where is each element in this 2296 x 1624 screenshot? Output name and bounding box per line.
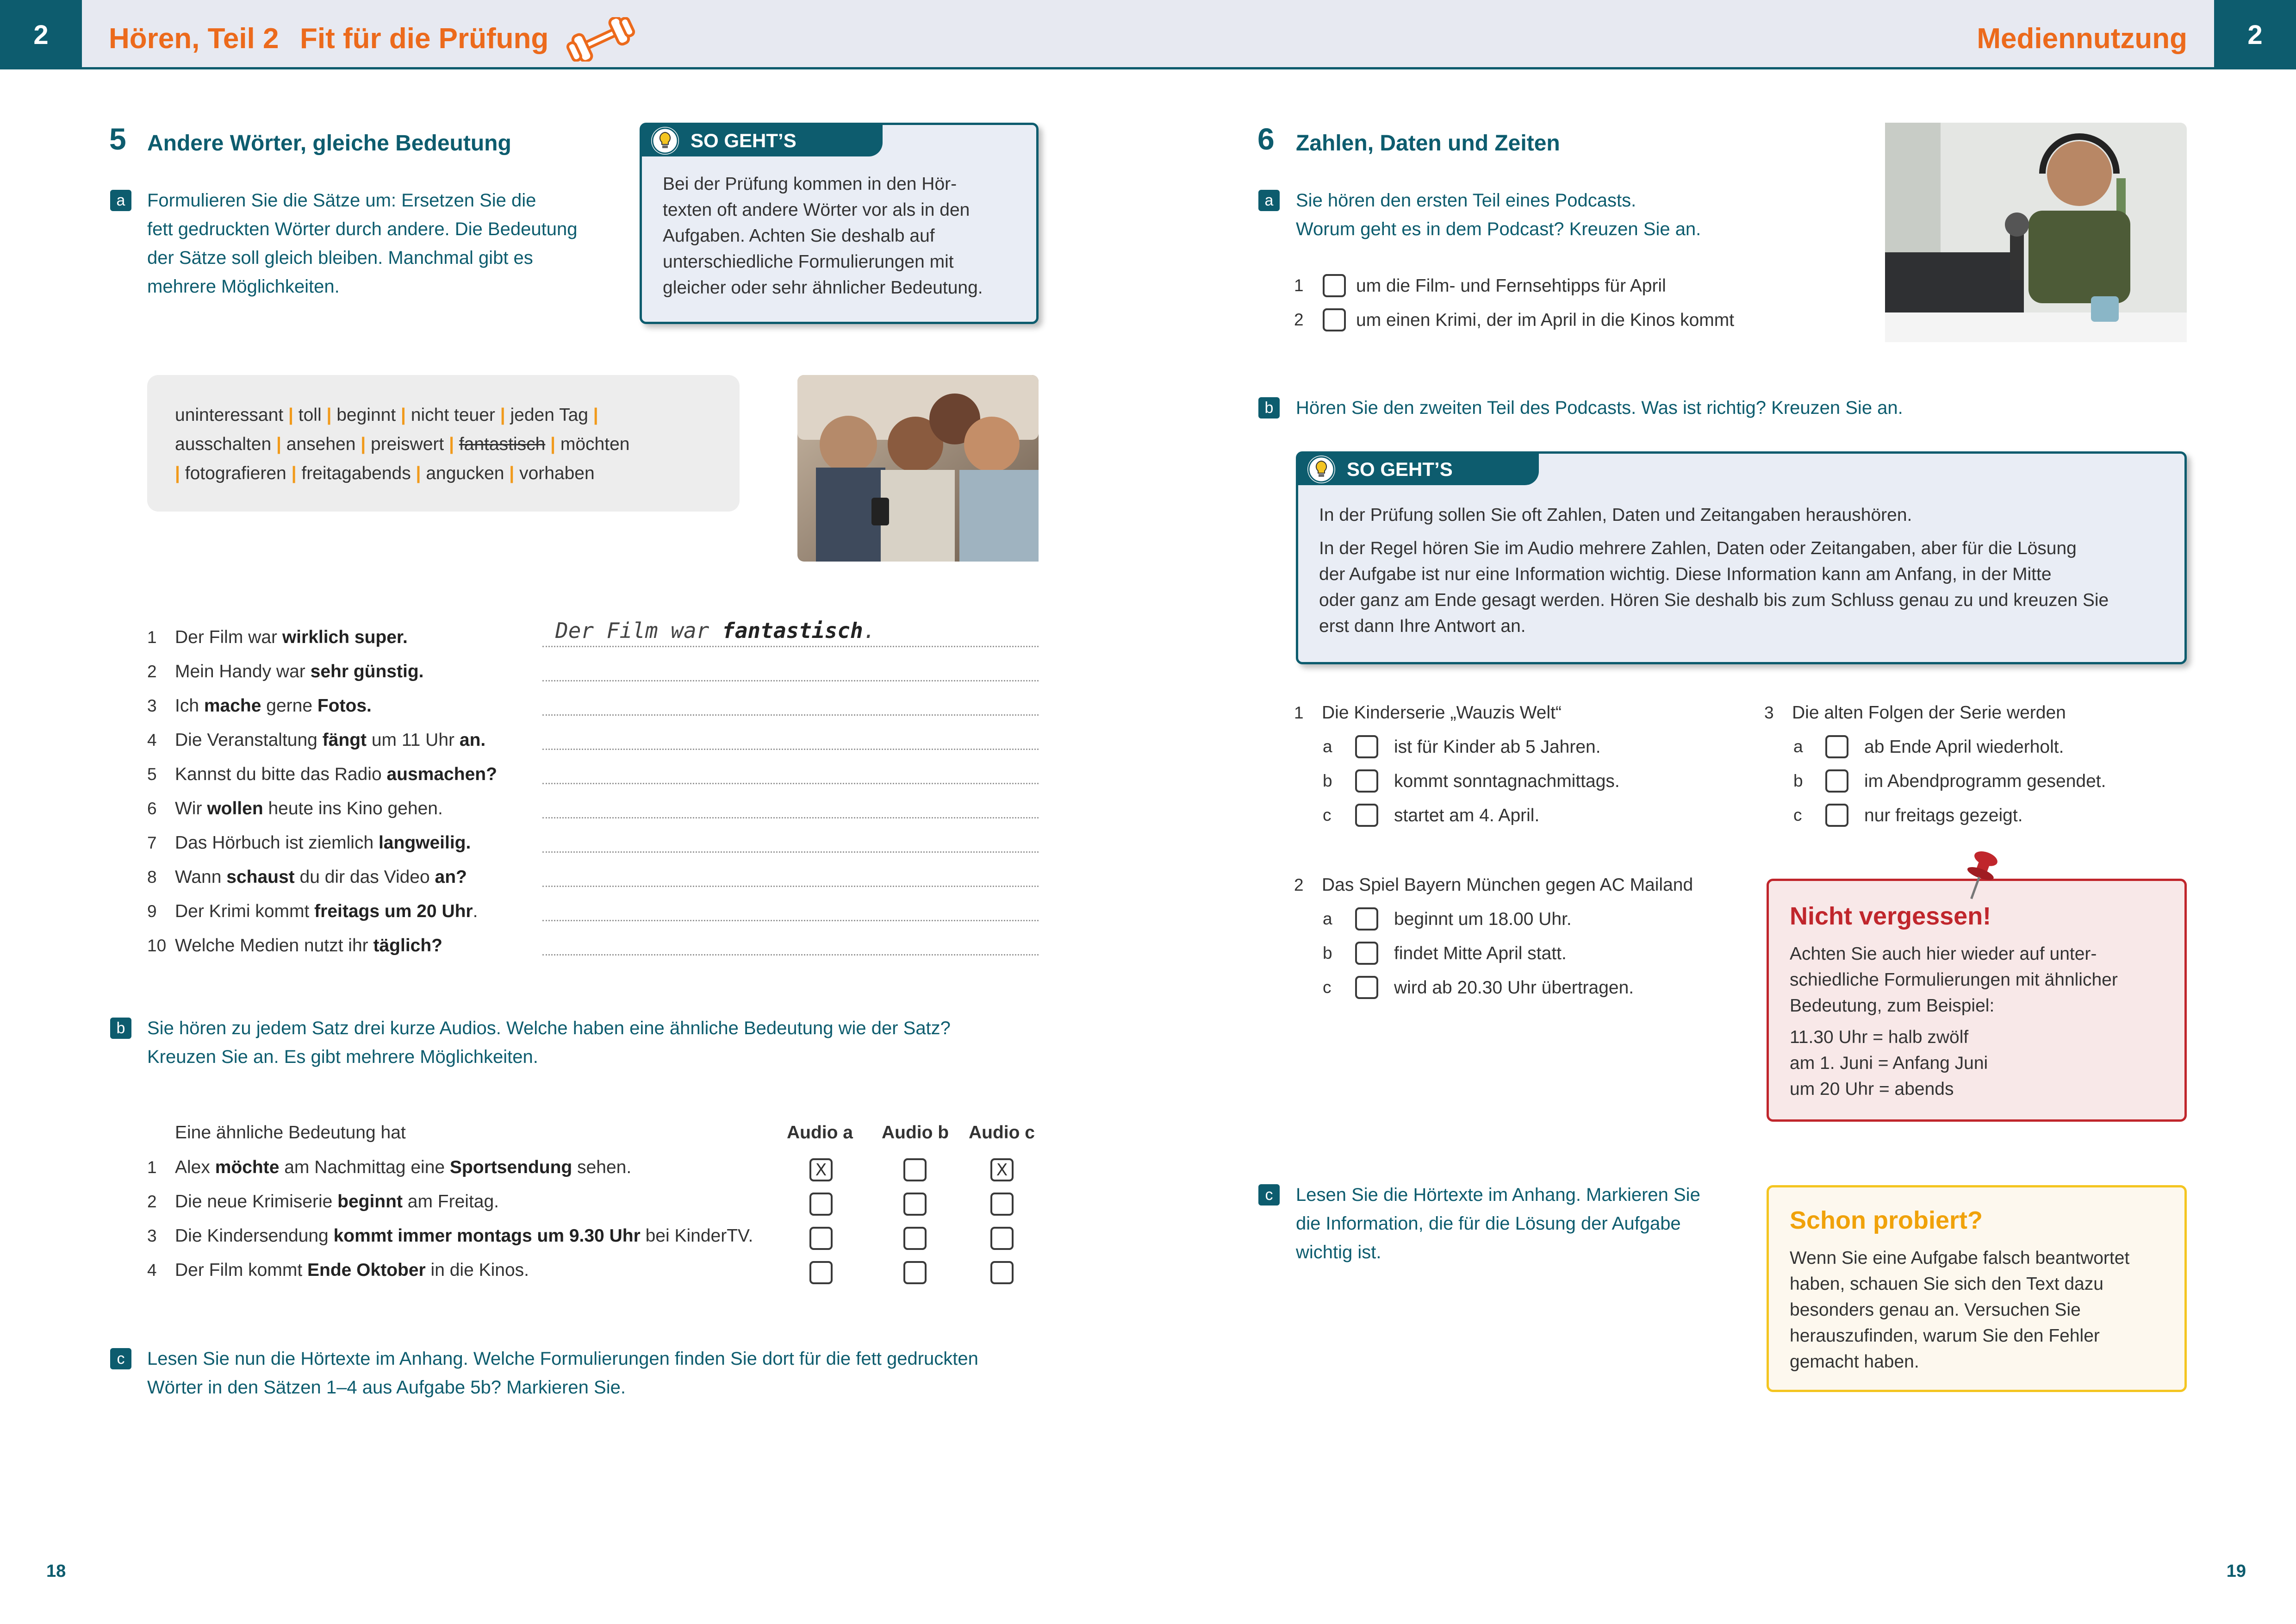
reminder-text: Achten Sie auch hier wieder auf unter- schiedliche Formulierungen mit ähnlicher Bedeutung, zum Beispiel: 11.30 Uhr = halb zwölf am 1. Juni = Anfang Juni um 20 Uhr = abends [1790,944,2118,1099]
sentence-4: 4 Die Veranstaltung fängt um 11 Uhr an. [147,730,486,750]
tried-box [1767,1185,2187,1392]
audio-row-3: 3 Die Kindersendung kommt immer montags um 9.30 Uhr bei KinderTV. [147,1226,753,1246]
tip-box-6-header: SO GEHT’S [1298,454,1539,485]
task-6c-instruction: Lesen Sie die Hörtexte im Anhang. Markieren Sie die Information, die für die Lösung der Aufgabe wichtig ist. [1296,1185,1700,1262]
section-6-title: Zahlen, Daten und Zeiten [1296,131,1560,156]
answer-line[interactable] [542,783,1039,784]
chapter-number-left: 2 [0,0,82,69]
task-6b-instruction: Hören Sie den zweiten Teil des Podcasts. Was ist richtig? Kreuzen Sie an. [1296,398,1903,418]
answer-line[interactable] [542,714,1039,716]
answer-line[interactable] [542,817,1039,818]
checkbox-1b[interactable] [903,1158,927,1181]
option-q2c: wird ab 20.30 Uhr übertragen. [1394,978,1634,998]
option-q1a: ist für Kinder ab 5 Jahren. [1394,737,1601,757]
checkbox-3c[interactable] [990,1227,1014,1250]
checkbox-3a[interactable] [809,1227,833,1250]
option-6a-2: um einen Krimi, der im April in die Kinos kommt [1356,310,1735,330]
header-title-fit: Fit für die Prüfung [300,23,549,55]
option-q2a: beginnt um 18.00 Uhr. [1394,909,1572,929]
checkbox-4a[interactable] [809,1261,833,1284]
sentence-1: 1 Der Film war wirklich super. [147,627,408,647]
answer-line[interactable] [542,886,1039,887]
checkbox-2b[interactable] [903,1193,927,1216]
task-6a-instruction: Sie hören den ersten Teil eines Podcasts. Worum geht es in dem Podcast? Kreuzen Sie an. [1296,190,1701,239]
task-5a-badge: a [110,190,131,211]
checkbox-6a-2[interactable] [1323,308,1346,331]
chapter-number-right: 2 [2214,0,2296,69]
sentence-9: 9 Der Krimi kommt freitags um 20 Uhr. [147,901,478,921]
section-6-number: 6 [1257,122,1275,156]
page-number-right: 19 [2226,1562,2246,1581]
task-6c-badge: c [1258,1184,1280,1206]
task-5a-instruction: Formulieren Sie die Sätze um: Ersetzen Sie die fett gedruckten Wörter durch andere. Die Bedeutung der Sätze soll gleich bleiben. Manchmal gibt es mehrere Möglichkeiten. [147,190,578,297]
task-5c-badge: c [110,1348,131,1369]
checkbox-q1c[interactable] [1355,804,1378,827]
option-q1c: startet am 4. April. [1394,806,1540,825]
checkbox-2c[interactable] [990,1193,1014,1216]
audio-row-2: 2 Die neue Krimiserie beginnt am Freitag. [147,1192,499,1212]
sentence-6: 6 Wir wollen heute ins Kino gehen. [147,799,443,818]
question-3: 3 Die alten Folgen der Serie werden [1764,703,2066,723]
task-6a-badge: a [1258,190,1280,211]
col-audio-c: Audio c [969,1123,1035,1143]
tried-text: Wenn Sie eine Aufgabe falsch beantwortet haben, schauen Sie sich den Text dazu besonders genau an. Versuchen Sie herauszufinden, warum Sie den Fehler gemacht haben. [1790,1248,2130,1372]
sentence-3: 3 Ich mache gerne Fotos. [147,696,372,716]
checkbox-3b[interactable] [903,1227,927,1250]
checkbox-q2b[interactable] [1355,942,1378,965]
question-2: 2 Das Spiel Bayern München gegen AC Mailand [1294,875,1693,895]
word-bank [147,375,740,512]
tried-title: Schon probiert? [1790,1206,1983,1234]
tip-box-6 [1296,451,2187,664]
sentence-7: 7 Das Hörbuch ist ziemlich langweilig. [147,833,471,853]
option-letter: c [1323,806,1332,824]
example-answer: Der Film war fantastisch. [555,618,876,643]
checkbox-q1a[interactable] [1355,735,1378,758]
reminder-box [1767,879,2187,1122]
lightbulb-icon [1307,456,1335,483]
sentence-2: 2 Mein Handy war sehr günstig. [147,662,424,681]
option-q2b: findet Mitte April statt. [1394,943,1567,963]
option-q3a: ab Ende April wiederholt. [1864,737,2064,757]
col-audio-a: Audio a [787,1123,853,1143]
checkbox-6a-1[interactable] [1323,274,1346,297]
sentence-5: 5 Kannst du bitte das Radio ausmachen? [147,764,497,784]
section-5-number: 5 [109,122,126,156]
task-5b-badge: b [110,1018,131,1039]
question-1: 1 Die Kinderserie „Wauzis Welt“ [1294,703,1562,723]
podcaster-photo [1885,123,2187,342]
answer-line[interactable] [542,680,1039,681]
option-q3b: im Abendprogramm gesendet. [1864,771,2106,791]
answer-line[interactable] [542,646,1039,647]
option-letter: a [1323,737,1332,756]
answer-line[interactable] [542,851,1039,853]
option-q1b: kommt sonntagnachmittags. [1394,771,1620,791]
tip-box-6-text: In der Prüfung sollen Sie oft Zahlen, Daten und Zeitangaben heraushören. In der Regel hören Sie im Audio mehrere Zahlen, Daten oder Zeitangaben, aber für die Lösung der Aufgabe ist nur eine Information wichtig. Diese Information kann am Anfang, in der Mitte oder ganz am Ende gesagt werden. Hören Sie deshalb bis zum Schluss genau zu und kreuzen Sie erst dann Ihre Antwort an. [1319,505,2109,636]
crossed-out-word: fantastisch [459,434,546,454]
page-number-left: 18 [46,1562,66,1581]
header-title-mediennutzung: Mediennutzung [1977,23,2187,55]
task-6b-badge: b [1258,397,1280,418]
option-6a-1-number: 1 [1294,276,1304,295]
checkbox-q2c[interactable] [1355,976,1378,999]
checkbox-1c[interactable]: X [990,1158,1014,1181]
checkbox-4c[interactable] [990,1261,1014,1284]
checkbox-q2a[interactable] [1355,907,1378,931]
checkbox-q1b[interactable] [1355,769,1378,793]
option-letter: b [1323,771,1332,790]
option-6a-1: um die Film- und Fernsehtipps für April [1356,276,1666,296]
col-audio-b: Audio b [882,1123,949,1143]
checkbox-2a[interactable] [809,1193,833,1216]
checkbox-1a[interactable]: X [809,1158,833,1181]
lightbulb-icon [651,127,679,155]
option-letter: a [1793,737,1803,756]
audio-row-4: 4 Der Film kommt Ende Oktober in die Kinos. [147,1260,529,1280]
table-header-label: Eine ähnliche Bedeutung hat [175,1123,406,1143]
tip-box-5 [640,123,1039,324]
tip-box-5-text: Bei der Prüfung kommen in den Hör- texten oft andere Wörter vor als in den Aufgaben. Achten Sie deshalb auf unterschiedliche Formulierungen mit gleicher oder sehr ähnlicher Bedeutung. [663,174,983,298]
option-q3c: nur freitags gezeigt. [1864,806,2023,825]
task-5b-instruction: Sie hören zu jedem Satz drei kurze Audios. Welche haben eine ähnliche Bedeutung wie der Satz? Kreuzen Sie an. Es gibt mehrere Möglichkeiten. [147,1018,951,1067]
option-6a-2-number: 2 [1294,310,1304,329]
reminder-title: Nicht vergessen! [1790,902,1991,930]
option-letter: c [1793,806,1802,824]
checkbox-q3b[interactable] [1825,769,1848,793]
audio-row-1: 1 Alex möchte am Nachmittag eine Sportsendung sehen. [147,1157,632,1177]
option-letter: b [1793,771,1803,790]
pushpin-icon [1962,849,1999,905]
checkbox-q3a[interactable] [1825,735,1848,758]
friends-photo [797,375,1039,562]
dumbbell-icon [564,17,638,62]
answer-line[interactable] [542,954,1039,956]
header-title-hoeren: Hören, Teil 2 [109,23,279,55]
checkbox-q3c[interactable] [1825,804,1848,827]
answer-line[interactable] [542,749,1039,750]
task-5c-instruction: Lesen Sie nun die Hörtexte im Anhang. Welche Formulierungen finden Sie dort für die fett gedruckten Wörter in den Sätzen 1–4 aus Aufgabe 5b? Markieren Sie. [147,1349,978,1398]
word-bank-text: uninteressant | toll | beginnt | nicht teuer | jeden Tag | ausschalten | ansehen | preiswert | fantastisch | möchten | fotografieren | freitagabends | angucken | vorhaben [175,405,630,483]
checkbox-4b[interactable] [903,1261,927,1284]
option-letter: a [1323,909,1332,928]
tip-box-5-header: SO GEHT’S [642,125,883,156]
option-letter: c [1323,978,1332,997]
sentence-8: 8 Wann schaust du dir das Video an? [147,867,467,887]
answer-line[interactable] [542,920,1039,921]
option-letter: b [1323,943,1332,962]
section-5-title: Andere Wörter, gleiche Bedeutung [147,131,511,156]
sentence-10: 10 Welche Medien nutzt ihr täglich? [147,936,443,956]
